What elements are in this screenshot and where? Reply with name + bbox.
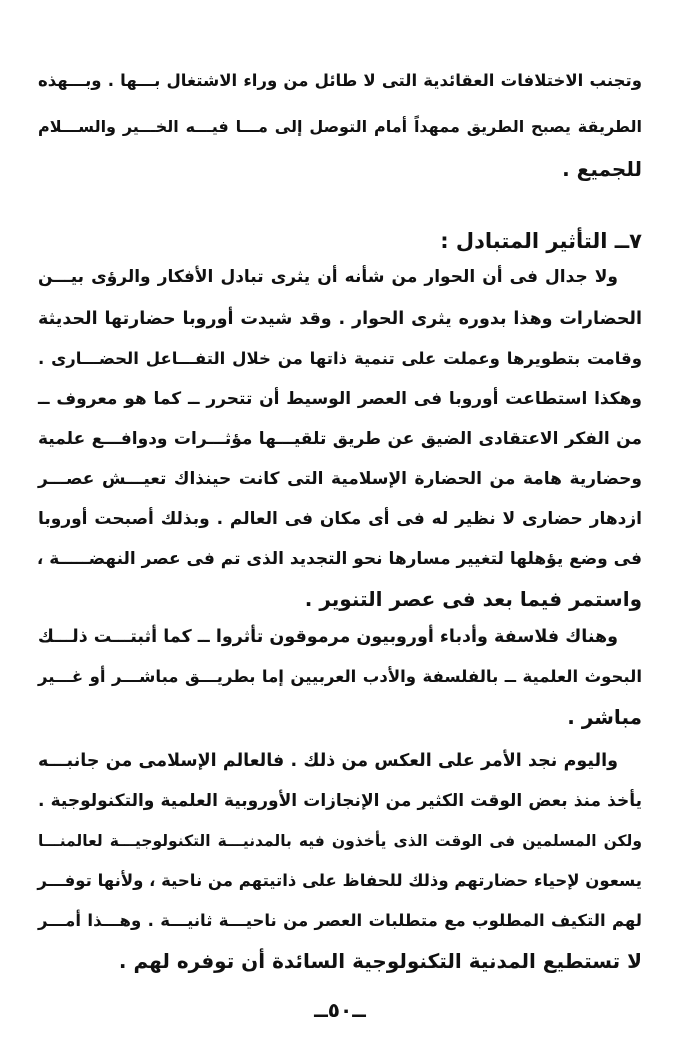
section-heading: ٧ــ التأثير المتبادل : xyxy=(440,229,642,253)
text-line: البحوث العلمية ــ بالفلسفة والأدب العربيين إما بطريـــق مباشـــر أو غـــير xyxy=(38,667,642,686)
text-line: للجميع . xyxy=(562,157,642,181)
text-line: واليوم نجد الأمر على العكس من ذلك . فالعالم الإسلامى من جانبـــه xyxy=(38,751,618,771)
text-line: الطريقة يصبح الطريق ممهداً أمام التوصل إلى مـــا فيـــه الخـــير والســـلام xyxy=(38,117,642,136)
text-line: وحضارية هامة من الحضارة الإسلامية التى كانت حينذاك تعيـــش عصـــر xyxy=(38,469,642,489)
text-line: لهم التكيف المطلوب مع متطلبات العصر من ناحيـــة ثانيـــة . وهـــذا أمـــر xyxy=(38,911,642,930)
text-line: وهكذا استطاعت أوروبا فى العصر الوسيط أن تتحرر ــ كما هو معروف ــ xyxy=(38,389,642,409)
text-line: وتجنب الاختلافات العقائدية التى لا طائل من وراء الاشتغال بـــها . وبـــهذه xyxy=(38,71,642,90)
text-line: لا تستطيع المدنية التكنولوجية السائدة أن توفره لهم . xyxy=(118,949,642,973)
text-line: ولكن المسلمين فى الوقت الذى يأخذون فيه بالمدنيـــة التكنولوجيـــة لعالمنـــا xyxy=(38,832,642,850)
text-line: ازدهار حضارى لا نظير له فى أى مكان فى العالم . وبذلك أصبحت أوروبا xyxy=(38,509,642,529)
text-line: ولا جدال فى أن الحوار من شأنه أن يثرى تبادل الأفكار والرؤى بيـــن xyxy=(38,267,618,287)
text-line: من الفكر الاعتقادى الضيق عن طريق تلقيـــها مؤثـــرات ودوافـــع علمية xyxy=(38,429,642,449)
text-line: وقامت بتطويرها وعملت على تنمية ذاتها من خلال التفـــاعل الحضـــارى . xyxy=(38,349,642,368)
text-line: يسعون لإحياء حضارتهم وذلك للحفاظ على ذاتيتهم من ناحية ، ولأنها توفـــر xyxy=(37,871,642,890)
page-number: ــ٥٠ــ xyxy=(314,998,366,1022)
text-line: وهناك فلاسفة وأدباء أوروبيون مرموقون تأثروا ــ كما أثبتـــت ذلـــك xyxy=(37,627,618,647)
text-line: الحضارات وهذا بدوره يثرى الحوار . وقد شيدت أوروبا حضارتها الحديثة xyxy=(38,309,642,329)
text-line: واستمر فيما بعد فى عصر التنوير . xyxy=(304,587,642,611)
text-line: مباشر . xyxy=(567,705,642,729)
text-line: فى وضع يؤهلها لتغيير مسارها نحو التجديد الذى تم فى عصر النهضـــــة ، xyxy=(36,549,642,569)
text-line: يأخذ منذ بعض الوقت الكثير من الإنجازات الأوروبية العلمية والتكنولوجية . xyxy=(38,791,642,811)
